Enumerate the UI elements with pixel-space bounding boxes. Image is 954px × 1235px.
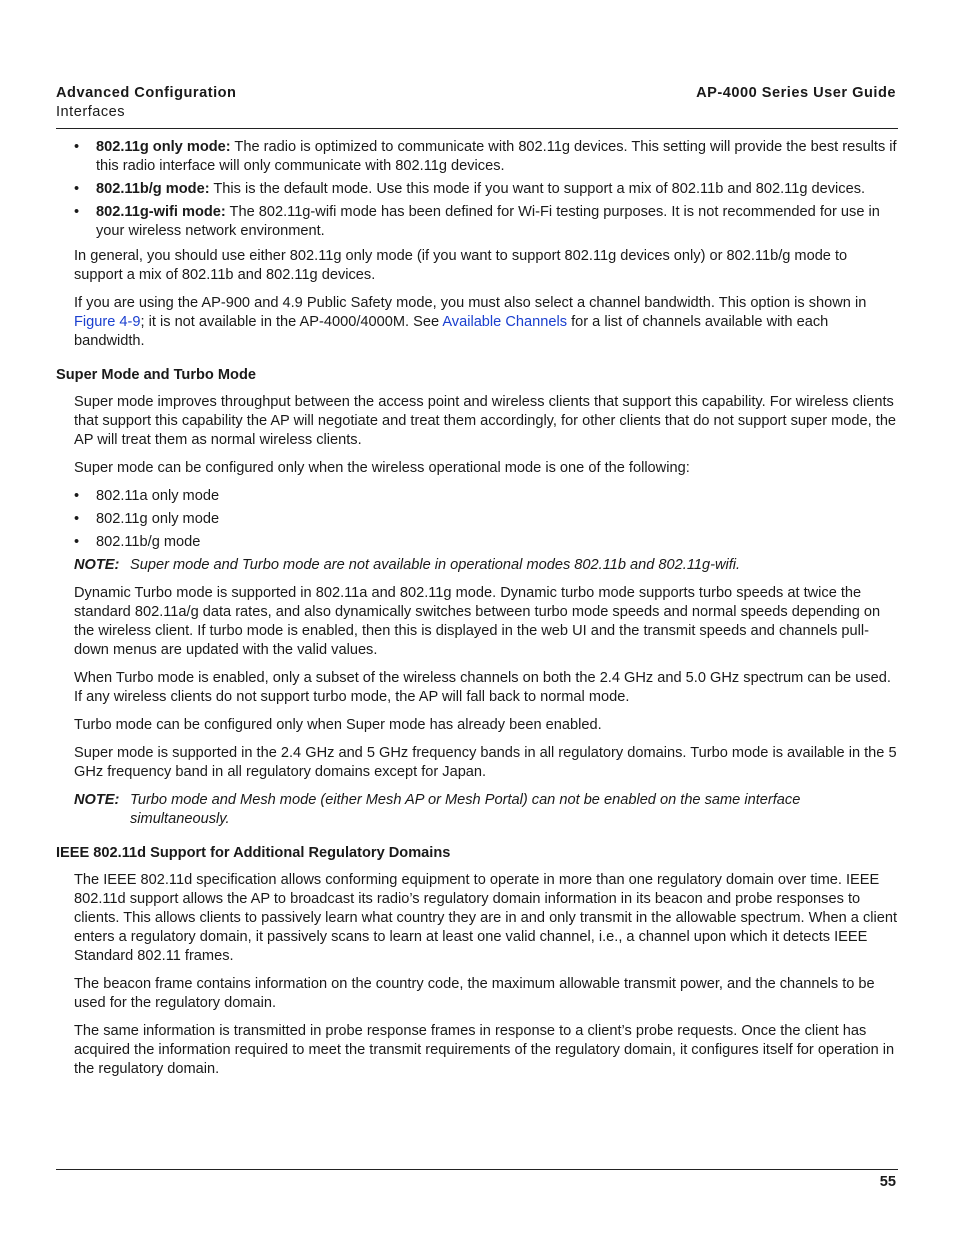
- list-item: [56, 533, 898, 552]
- document-page: [56, 0, 898, 1235]
- paragraph: Super mode can be configured only when the wireless operational mode is one of the following:: [74, 460, 690, 476]
- note-super-turbo: [74, 556, 898, 575]
- paragraph: Super mode improves throughput between the access point and wireless clients that support this capability. For wireless clients that support this capability the AP will negotiate and treat them accordingly, for other clients that do not support super mode, the AP will treat them as normal wireless clients.: [74, 394, 897, 448]
- bandwidth-text-1: If you are using the AP-900 and 4.9 Public Safety mode, you must also select a channel bandwidth. This option is shown in: [74, 295, 867, 311]
- list-item-text: 802.11b/g mode: [96, 534, 201, 550]
- paragraph-general: In general, you should use either 802.11g only mode (if you want to support 802.11g devices only) or 802.11b/g mode to support a mix of 802.11b and 802.11g devices.: [74, 248, 848, 283]
- bullet-icon: •: [74, 488, 80, 504]
- list-item: [56, 138, 898, 176]
- mode-list: [56, 138, 898, 241]
- header-left: [56, 84, 236, 122]
- note-mesh: [74, 791, 898, 829]
- list-item: [56, 180, 898, 199]
- note-label: NOTE:: [74, 557, 120, 573]
- note-text: Super mode and Turbo mode are not available in operational modes 802.11b and 802.11g-wifi.: [130, 557, 741, 573]
- mode-description: This is the default mode. Use this mode if you want to support a mix of 802.11b and 802.11g devices.: [209, 181, 866, 197]
- mode-term: 802.11g only mode:: [96, 139, 231, 155]
- bullet-icon: •: [74, 204, 80, 220]
- mode-term: 802.11g-wifi mode:: [96, 204, 226, 220]
- list-item: [56, 487, 898, 506]
- figure-link[interactable]: Figure 4-9: [74, 314, 141, 330]
- section-heading-super-turbo: Super Mode and Turbo Mode: [56, 367, 256, 383]
- paragraph: The beacon frame contains information on the country code, the maximum allowable transmit power, and the channels to be used for the regulatory domain.: [74, 976, 875, 1011]
- list-item: [56, 203, 898, 241]
- bullet-icon: •: [74, 511, 80, 527]
- header-guide-title: AP-4000 Series User Guide: [696, 85, 896, 101]
- list-item: [56, 510, 898, 529]
- header-section-title: Advanced Configuration: [56, 85, 237, 101]
- section-heading-ieee: IEEE 802.11d Support for Additional Regulatory Domains: [56, 845, 451, 861]
- mode-description: The radio is optimized to communicate with 802.11g devices. This setting will provide the best results if this radio interface will only communicate with 802.11g devices.: [96, 139, 897, 174]
- bullet-icon: •: [74, 534, 80, 550]
- running-header: [56, 84, 898, 129]
- page-number: 55: [879, 1174, 896, 1190]
- page-footer: [56, 1169, 898, 1190]
- list-item-text: 802.11a only mode: [96, 488, 220, 504]
- bullet-icon: •: [74, 139, 80, 155]
- paragraph: The same information is transmitted in probe response frames in response to a client’s probe requests. Once the client has acquired the information required to meet the transmit requirements of the regulatory domain, it configures itself for operation in the regulatory domain.: [74, 1023, 895, 1077]
- bandwidth-text-2: ; it is not available in the AP-4000/4000M. See: [140, 314, 443, 330]
- operational-mode-list: [56, 487, 898, 552]
- bullet-icon: •: [74, 181, 80, 197]
- paragraph: When Turbo mode is enabled, only a subset of the wireless channels on both the 2.4 GHz and 5.0 GHz spectrum can be used. If any wireless clients do not support turbo mode, the AP will fall back to normal mode.: [74, 670, 891, 705]
- mode-description: The 802.11g-wifi mode has been defined for Wi-Fi testing purposes. It is not recommended for use in your wireless network environment.: [96, 204, 880, 239]
- bandwidth-text-3: for a list of channels available with each bandwidth.: [74, 314, 829, 349]
- list-item-text: 802.11g only mode: [96, 511, 220, 527]
- note-label: NOTE:: [74, 792, 120, 808]
- paragraph: Turbo mode can be configured only when Super mode has already been enabled.: [74, 717, 602, 733]
- header-subsection-title: Interfaces: [56, 104, 126, 120]
- paragraph: Dynamic Turbo mode is supported in 802.11a and 802.11g mode. Dynamic turbo mode supports turbo speeds at twice the standard 802.11a/g data rates, and also dynamically switches between turbo mode speeds and normal speeds depending on the wireless client. If turbo mode is enabled, then this is displayed in the web UI and the transmit speeds and channels pull-down menus are updated with the valid values.: [74, 585, 881, 658]
- mode-term: 802.11b/g mode:: [96, 181, 210, 197]
- available-channels-link[interactable]: Available Channels: [442, 314, 568, 330]
- paragraph: The IEEE 802.11d specification allows conforming equipment to operate in more than one regulatory domain over time. IEEE 802.11d support allows the AP to broadcast its radio’s regulatory domain information in its beacon and probe responses to clients. This allows clients to passively learn what country they are in and only transmit in the allowable spectrum. When a client enters a regulatory domain, it passively scans to learn at least one valid channel, i.e., a channel upon which it detects IEEE Standard 802.11 frames.: [74, 872, 898, 964]
- note-text: Turbo mode and Mesh mode (either Mesh AP or Mesh Portal) can not be enabled on the same interface simultaneously.: [130, 792, 801, 827]
- paragraph: Super mode is supported in the 2.4 GHz and 5 GHz frequency bands in all regulatory domains. Turbo mode is available in the 5 GHz frequency band in all regulatory domains except for Japan.: [74, 745, 897, 780]
- paragraph-bandwidth: [74, 294, 898, 351]
- page-body: [56, 138, 898, 1088]
